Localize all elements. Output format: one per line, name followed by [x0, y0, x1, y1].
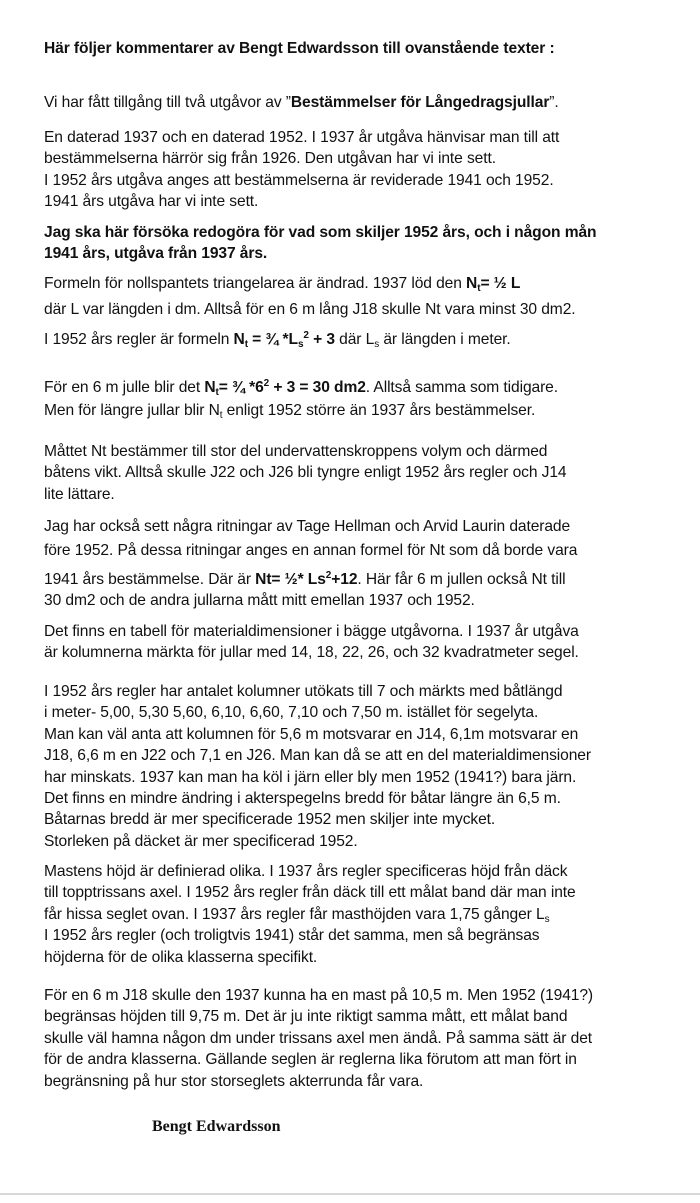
paragraph-intent: Jag ska här försöka redogöra för vad som skiljer 1952 års, och i någon mån 1941 års, utgåva från 1937 års.: [44, 224, 597, 263]
paragraph-drawings: Jag har också sett några ritningar av Tage Hellman och Arvid Laurin daterade före 1952. På dessa ritningar anges en annan formel för Nt som då borde vara 1941 års bestämmelse. Där är Nt= ½* $Ls^2+12$. Här får 6 m jullen också Nt till 30 dm2 och de andra jullarna mått mitt emellan 1937 och 1952.: [44, 518, 578, 609]
paragraph-mast-example: För en 6 m J18 skulle den 1937 kunna ha en mast på 10,5 m. Men 1952 (1941?) begränsas höjden till 9,75 m. Det är ju inte riktigt samma mått, ett målat band skulle väl hamna någon dm under trissans axel men ändå. På samma sätt är det för de andra klasserna. Gällande seglen är reglerna lika förutom att man fört in begränsning på hur stor storseglets akterrunda får vara.: [44, 987, 594, 1090]
paragraph-columns: I 1952 års regler har antalet kolumner utökats till 7 och märkts med båtlängd i meter- 5,00, 5,30 5,60, 6,10, 6,60, 7,10 och 7,50 m. istället för segelyta. Man kan väl anta att kolumnen för 5,6 m motsvarar en J14, 6,1m motsvarar en J18, 6,6 m en J22 och 7,1 en J26. Man kan då se att en del materialdimensioner har minskats. 1937 kan man ha köl i järn eller bly men 1952 (1941?) bara järn. Det finns en mindre ändring i akterspegelns bredd för båtar längre än 6,5 m. Båtarnas bredd är mer specificerade 1952 men skiljer inte mycket. Storleken på däcket är mer specificerad 1952.: [44, 683, 591, 850]
paragraph-six-meter-example: För en 6 m julle blir $\det N_t=$ ¾ $*6^2 + 3 = 30$ dm2. Alltså samma som tidigare. Men för längre jullar blir $N_t$ enligt 1952 större än 1937 års bestämmelser.: [44, 378, 558, 421]
paragraph-volume: Måttet Nt bestämmer till stor del undervattenskroppens volym och därmed båtens vikt. Alltså skulle J22 och J26 bli tyngre enligt 1952 års regler och J14 lite lättare.: [44, 443, 567, 503]
formula-six-meter: $N_t=$ ¾ $*6^2 + 3 = 30$ dm2: [204, 378, 366, 398]
bottom-divider: [0, 1193, 700, 1195]
paragraph-mast-height: Mastens höjd är definierad olika. I 1937 års regler specificeras höjd från däck till topptrissans axel. I 1952 års regler från däck till ett målat band där man inte får hissa seglet ovan. I 1937 års regler får masthöjden vara 1,75 gånger $L_s$ I 1952 års regler (och troligtvis 1941) står det samma, men så begränsas höjderna för de olika klasserna specifikt.: [44, 863, 576, 966]
paragraph-dates: En daterad 1937 och en daterad 1952. I 1937 år utgåva hänvisar man till att bestämmelserna härrör sig från 1926. Den utgåvan har vi inte sett. I 1952 års utgåva anges att bestämmelserna är reviderade 1941 och 1952. 1941 års utgåva har vi inte sett.: [44, 129, 560, 211]
paragraph-material-table: Det finns en tabell för materialdimensioner i bägge utgåvorna. I 1937 år utgåva är kolumnerna märkta för jullar med 14, 18, 22, 26, och 32 kvadratmeter segel.: [44, 623, 579, 662]
paragraph-editions: Vi har fått tillgång till två utgåvor av ”Bestämmelser för Långedragsjullar”.: [44, 94, 559, 111]
formula-1952: $N_t$ = ¾ $*L_s^2 + 3$: [233, 330, 335, 350]
formula-1941: Nt= ½* $Ls^2+12$: [255, 570, 358, 588]
paragraph-formula-change: Formeln för nollspantets triangelarea är ändrad. 1937 löd den $N_t=$ ½ L där L var längden i dm. Alltså för en 6 m lång J18 skulle Nt vara minst 30 dm2. I 1952 års regler är formeln $N_t$ = ¾ $*L_s^2 + 3$ där $L_s$ är längden i meter.: [44, 275, 576, 350]
document-heading: Här följer kommentarer av Bengt Edwardsson till ovanstående texter :: [44, 40, 555, 57]
signature: Bengt Edwardsson: [152, 1118, 281, 1135]
formula-1937: $N_t=$ ½ L: [466, 275, 521, 294]
document-title-reference: Bestämmelser för Långedragsjullar: [290, 94, 550, 111]
